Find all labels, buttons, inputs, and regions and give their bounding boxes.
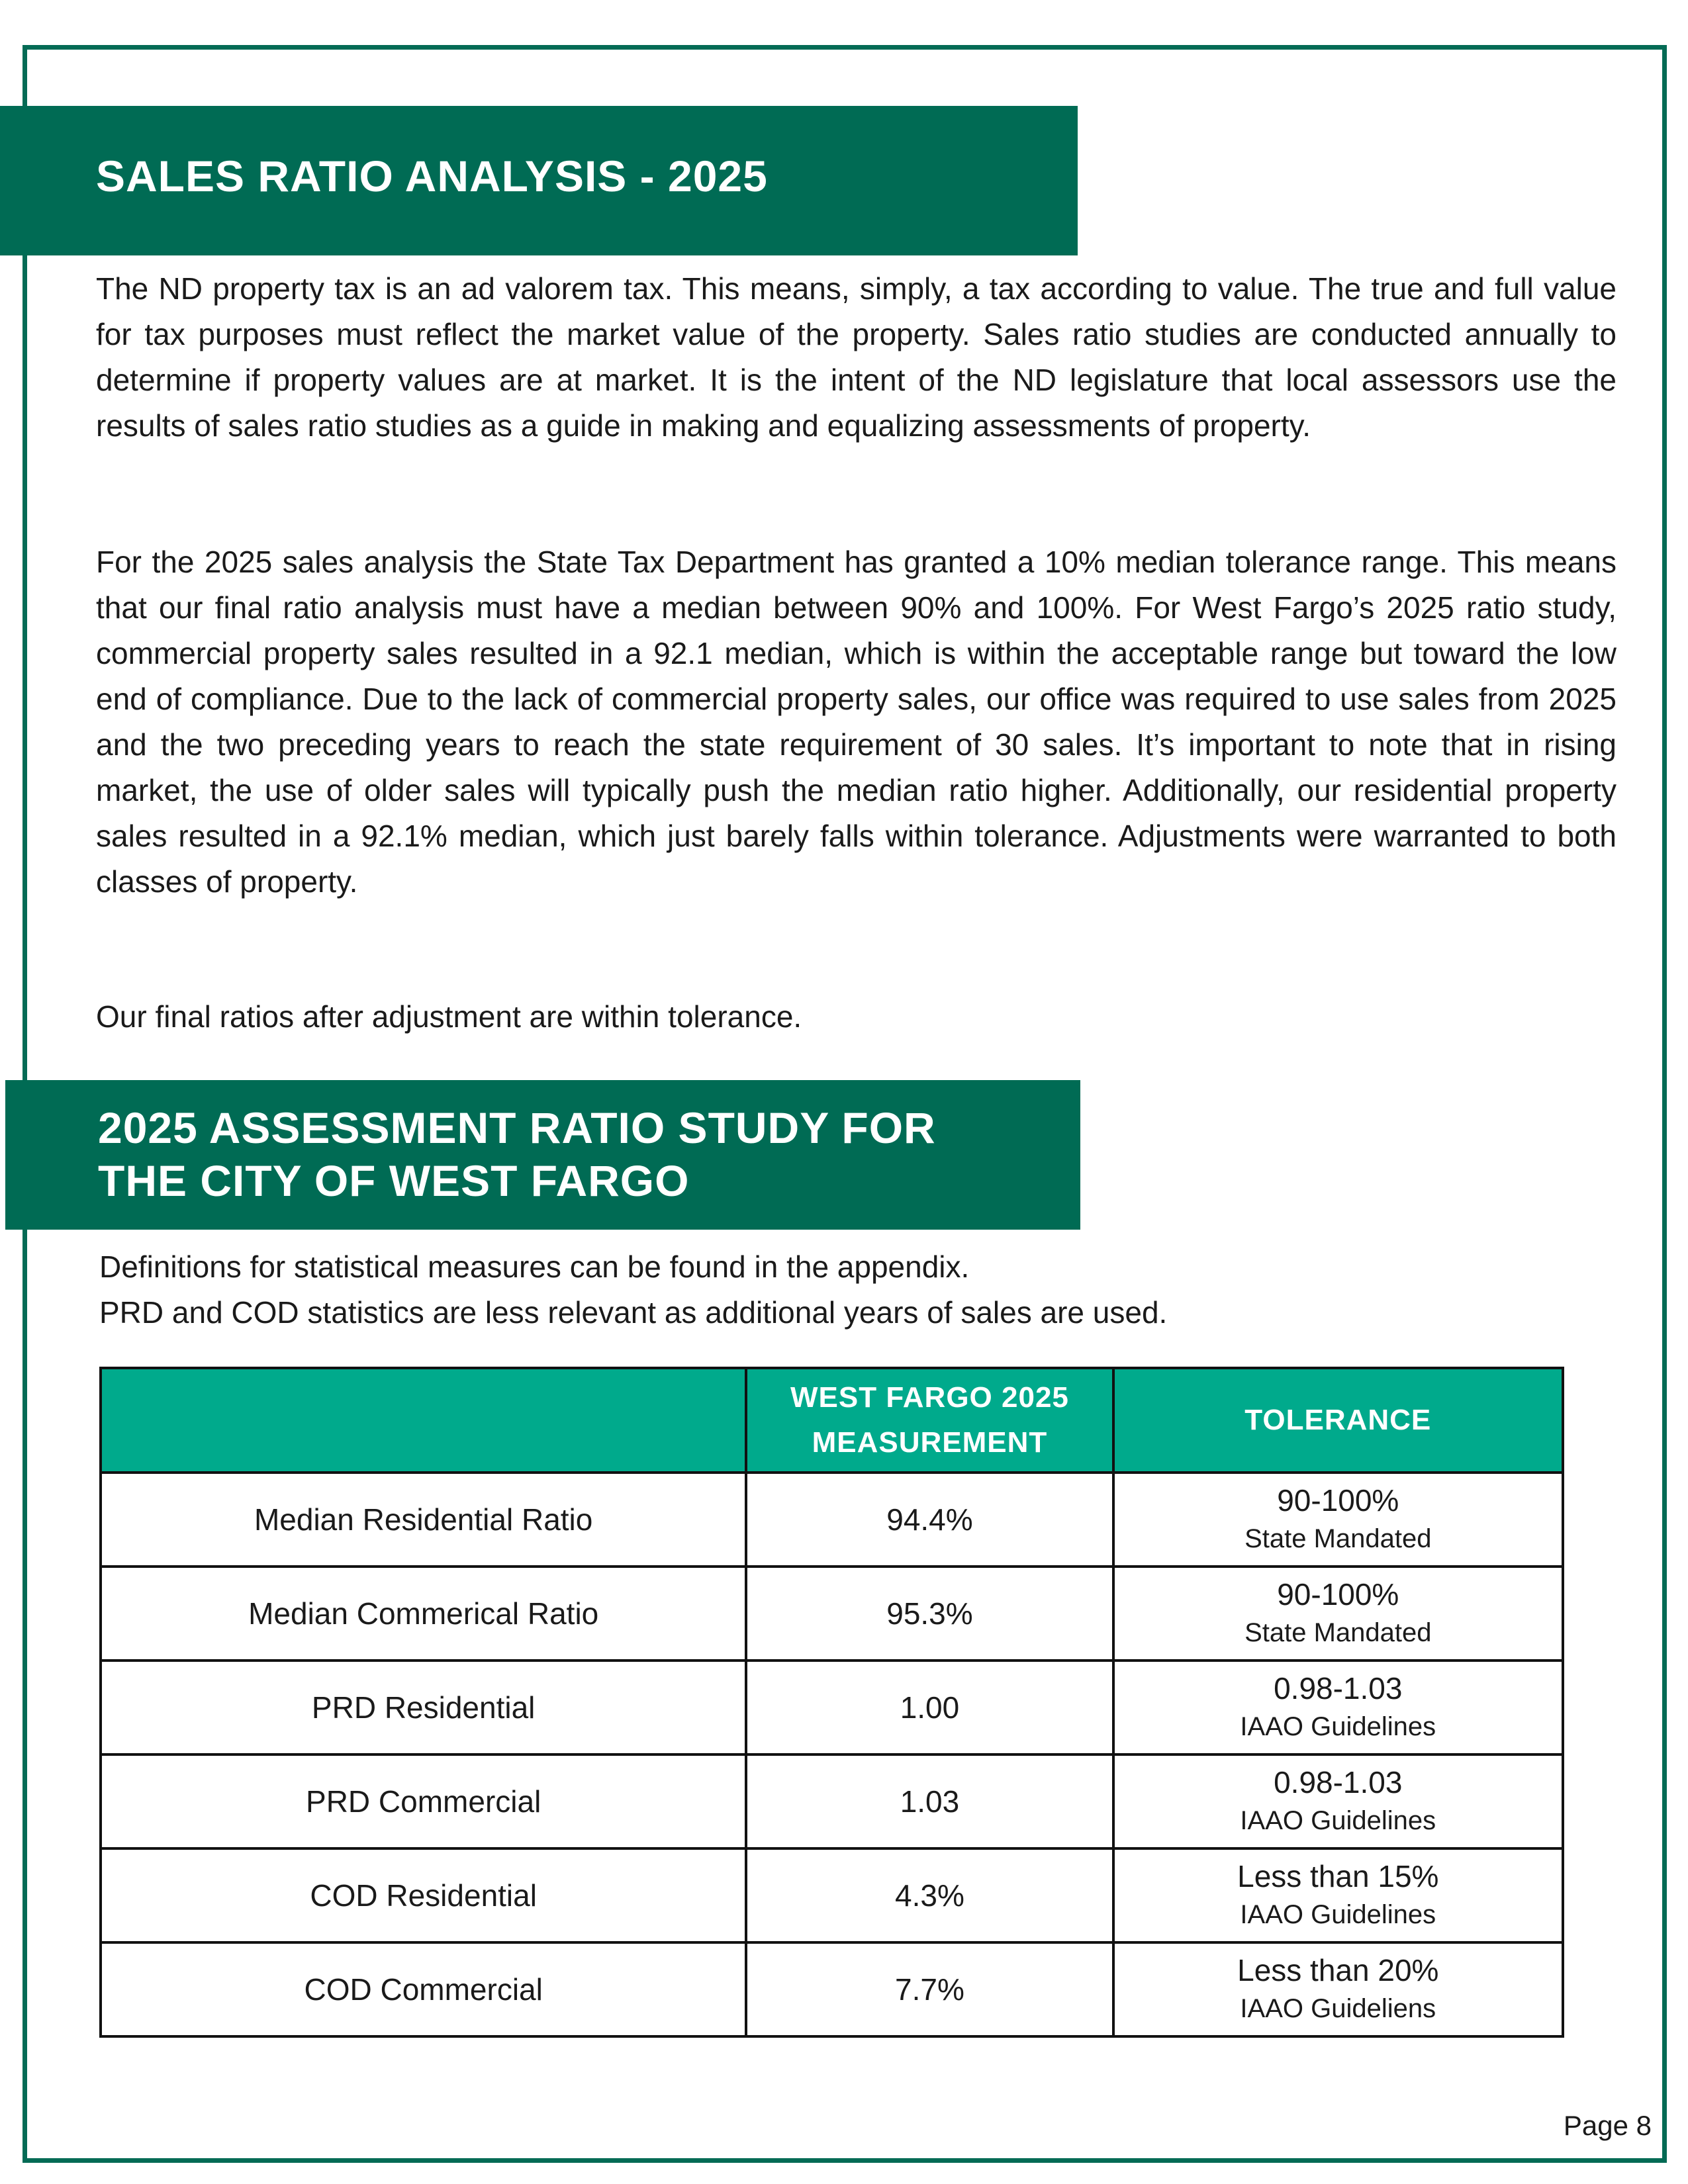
table-row [101, 1567, 1563, 1661]
tolerance-range: 90-100% [1277, 1483, 1399, 1518]
value-cell: 1.03 [746, 1754, 1113, 1848]
intro-paragraph: The ND property tax is an ad valorem tax. This means, simply, a tax according to value. The true and full value for tax purposes must reflect the market value of the property. Sales ratio studies are conducted annually to determine if property values are at market. It is the intent of the ND legislature that local assessors use the results of sales ratio studies as a guide in making and equalizing assessments of property. [96, 271, 1617, 443]
tolerance-cell [1113, 1942, 1563, 2036]
table-row [101, 1661, 1563, 1754]
value-cell: 95.3% [746, 1567, 1113, 1661]
value-cell: 1.00 [746, 1661, 1113, 1754]
tolerance-paragraph: For the 2025 sales analysis the State Tax Department has granted a 10% median tolerance range. This means that our final ratio analysis must have a median between 90% and 100%. For West Fargo’s 2025 ratio study, commercial property sales resulted in a 92.1 median, which is within the acceptable range but toward the low end of compliance. Due to the lack of commercial property sales, our office was required to use sales from 2025 and the two preceding years to reach the state requirement of 30 sales. It’s important to note that in rising market, the use of older sales will typically push the median ratio higher. Additionally, our residential property sales resulted in a 92.1% median, which just barely falls within tolerance. Adjustments were warranted to both classes of property. [96, 545, 1617, 899]
header-measurement [746, 1368, 1113, 1473]
tolerance-cell [1113, 1661, 1563, 1754]
tolerance-range: 90-100% [1277, 1577, 1399, 1612]
section-title-text: SALES RATIO ANALYSIS - 2025 [96, 152, 768, 201]
tolerance-range: 0.98-1.03 [1274, 1671, 1403, 1706]
table-row [101, 1848, 1563, 1942]
tolerance-source: State Mandated [1244, 1618, 1432, 1647]
header-tolerance: TOLERANCE [1113, 1368, 1563, 1473]
measure-cell: Median Commerical Ratio [101, 1567, 746, 1661]
note-definitions: Definitions for statistical measures can be found in the appendix. [99, 1250, 970, 1284]
tolerance-source: IAAO Guidelines [1240, 1806, 1436, 1835]
measure-cell: PRD Residential [101, 1661, 746, 1754]
tolerance-cell [1113, 1567, 1563, 1661]
tolerance-cell [1113, 1848, 1563, 1942]
tolerance-source: State Mandated [1244, 1524, 1432, 1553]
note-prd-cod: PRD and COD statistics are less relevant as additional years of sales are used. [99, 1295, 1168, 1330]
measure-cell: Median Residential Ratio [101, 1473, 746, 1567]
tolerance-cell [1113, 1754, 1563, 1848]
tolerance-range: Less than 20% [1237, 1953, 1439, 1987]
value-cell: 4.3% [746, 1848, 1113, 1942]
section-title-line-2: THE CITY OF WEST FARGO [98, 1156, 690, 1205]
measure-cell: COD Commercial [101, 1942, 746, 2036]
page-number: Page 8 [1563, 2110, 1652, 2141]
conclusion-paragraph: Our final ratios after adjustment are within tolerance. [96, 999, 802, 1034]
header-measure [101, 1368, 746, 1473]
ratio-study-table [99, 1367, 1564, 2038]
table-row [101, 1754, 1563, 1848]
tolerance-source: IAAO Guidelines [1240, 1712, 1436, 1741]
tolerance-source: IAAO Guideliens [1240, 1994, 1436, 2023]
table-row [101, 1942, 1563, 2036]
table-header-row [101, 1368, 1563, 1473]
section-title-assessment-study [5, 1080, 1080, 1230]
measure-cell: PRD Commercial [101, 1754, 746, 1848]
value-cell: 94.4% [746, 1473, 1113, 1567]
measure-cell: COD Residential [101, 1848, 746, 1942]
section-title-sales-ratio [0, 106, 1078, 255]
tolerance-cell [1113, 1473, 1563, 1567]
tolerance-source: IAAO Guidelines [1240, 1900, 1436, 1929]
value-cell: 7.7% [746, 1942, 1113, 2036]
study-notes [99, 1244, 1167, 1336]
header-measurement-line-2: MEASUREMENT [812, 1426, 1048, 1459]
table-row [101, 1473, 1563, 1567]
tolerance-range: Less than 15% [1237, 1859, 1439, 1893]
section-title-line-1: 2025 ASSESSMENT RATIO STUDY FOR [98, 1103, 936, 1152]
header-measurement-line-1: WEST FARGO 2025 [790, 1381, 1069, 1414]
tolerance-range: 0.98-1.03 [1274, 1765, 1403, 1799]
